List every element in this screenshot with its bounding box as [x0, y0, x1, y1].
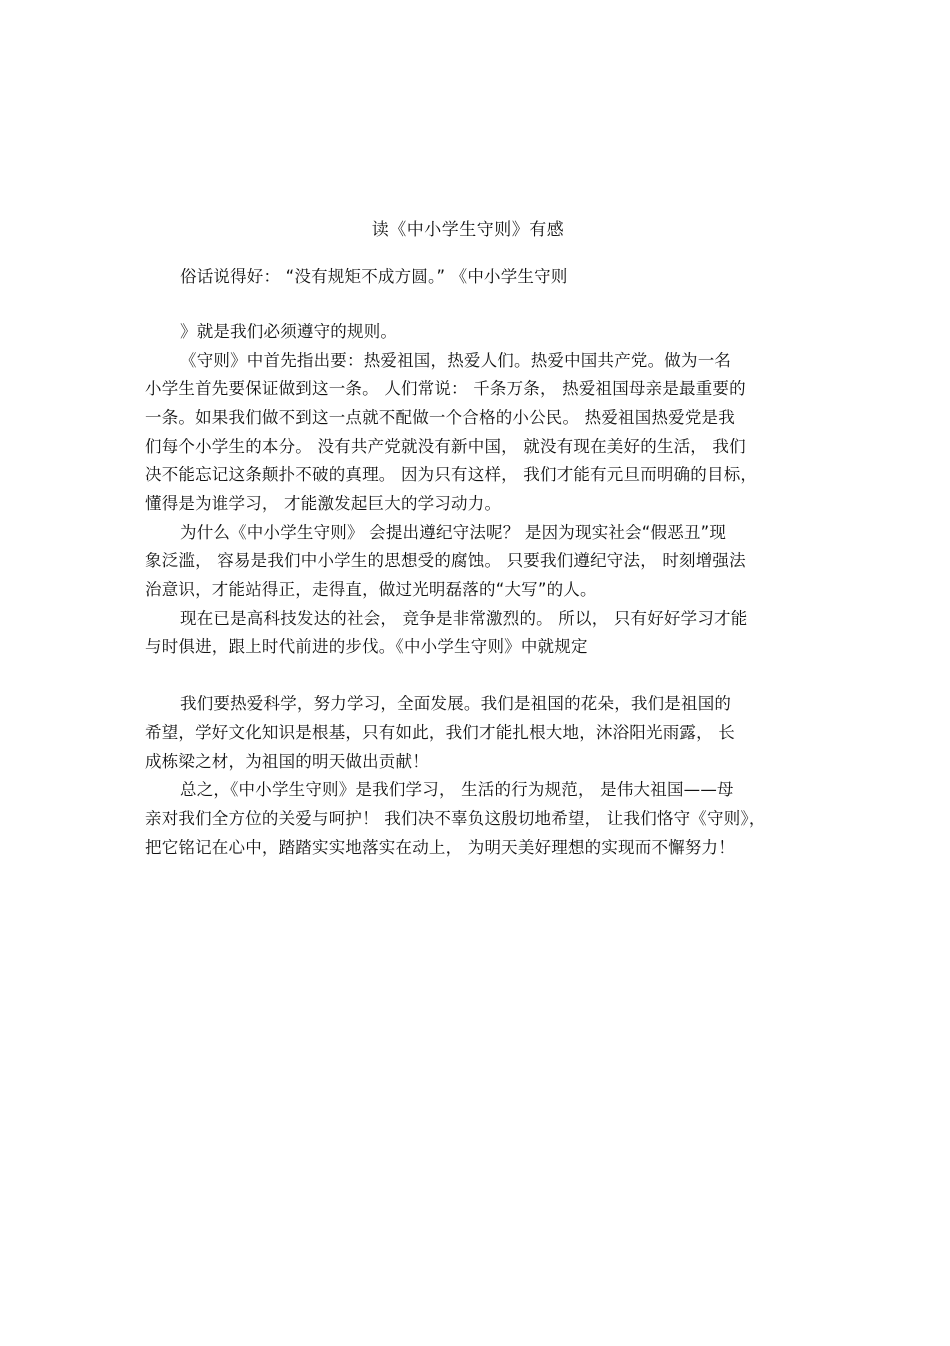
text-line-1: 俗话说得好： “没有规矩不成方圆。” 《中小学生守则: [180, 267, 568, 286]
text-line-15: 希望，学好文化知识是根基，只有如此，我们才能扎根大地，沐浴阳光雨露， 长: [145, 723, 735, 742]
text-line-4: 小学生首先要保证做到这一条。 人们常说： 千条万条， 热爱祖国母亲是最重要的: [145, 379, 746, 398]
text-line-3: 《守则》中首先指出要：热爱祖国，热爱人们。热爱中国共产党。做为一名: [180, 351, 732, 370]
text-line-16: 成栋梁之材，为祖国的明天做出贡献！: [145, 752, 429, 771]
text-line-9: 为什么《中小学生守则》 会提出遵纪守法呢？ 是因为现实社会“假恶丑”现: [180, 523, 727, 542]
text-line-6: 们每个小学生的本分。 没有共产党就没有新中国， 就没有现在美好的生活， 我们: [145, 437, 746, 456]
document-title: 读《中小学生守则》有感: [371, 220, 565, 240]
text-line-10: 象泛滥， 容易是我们中小学生的思想受的腐蚀。 只要我们遵纪守法， 时刻增强法: [145, 551, 746, 570]
text-line-13: 与时俱进，跟上时代前进的步伐。《中小学生守则》中就规定: [145, 637, 588, 656]
text-line-12: 现在已是高科技发达的社会， 竞争是非常激烈的。 所以， 只有好好学习才能: [180, 609, 748, 628]
text-line-5: 一条。如果我们做不到这一点就不配做一个合格的小公民。 热爱祖国热爱党是我: [145, 408, 735, 427]
text-line-14: 我们要热爱科学，努力学习，全面发展。我们是祖国的花朵，我们是祖国的: [180, 694, 732, 713]
text-line-11: 治意识，才能站得正，走得直，做过光明磊落的“大写”的人。: [145, 580, 597, 599]
text-line-2: 》就是我们必须遵守的规则。: [180, 322, 398, 341]
text-line-8: 懂得是为谁学习， 才能激发起巨大的学习动力。: [145, 494, 502, 513]
text-line-7: 决不能忘记这条颠扑不破的真理。 因为只有这样， 我们才能有元旦而明确的目标，: [145, 465, 758, 484]
text-line-19: 把它铭记在心中，踏踏实实地落实在动上， 为明天美好理想的实现而不懈努力！: [145, 838, 735, 857]
text-line-17: 总之，《中小学生守则》是我们学习， 生活的行为规范， 是伟大祖国——母: [180, 780, 734, 799]
text-line-18: 亲对我们全方位的关爱与呵护！ 我们决不辜负这殷切地希望， 让我们恪守《守则》，: [145, 809, 766, 828]
